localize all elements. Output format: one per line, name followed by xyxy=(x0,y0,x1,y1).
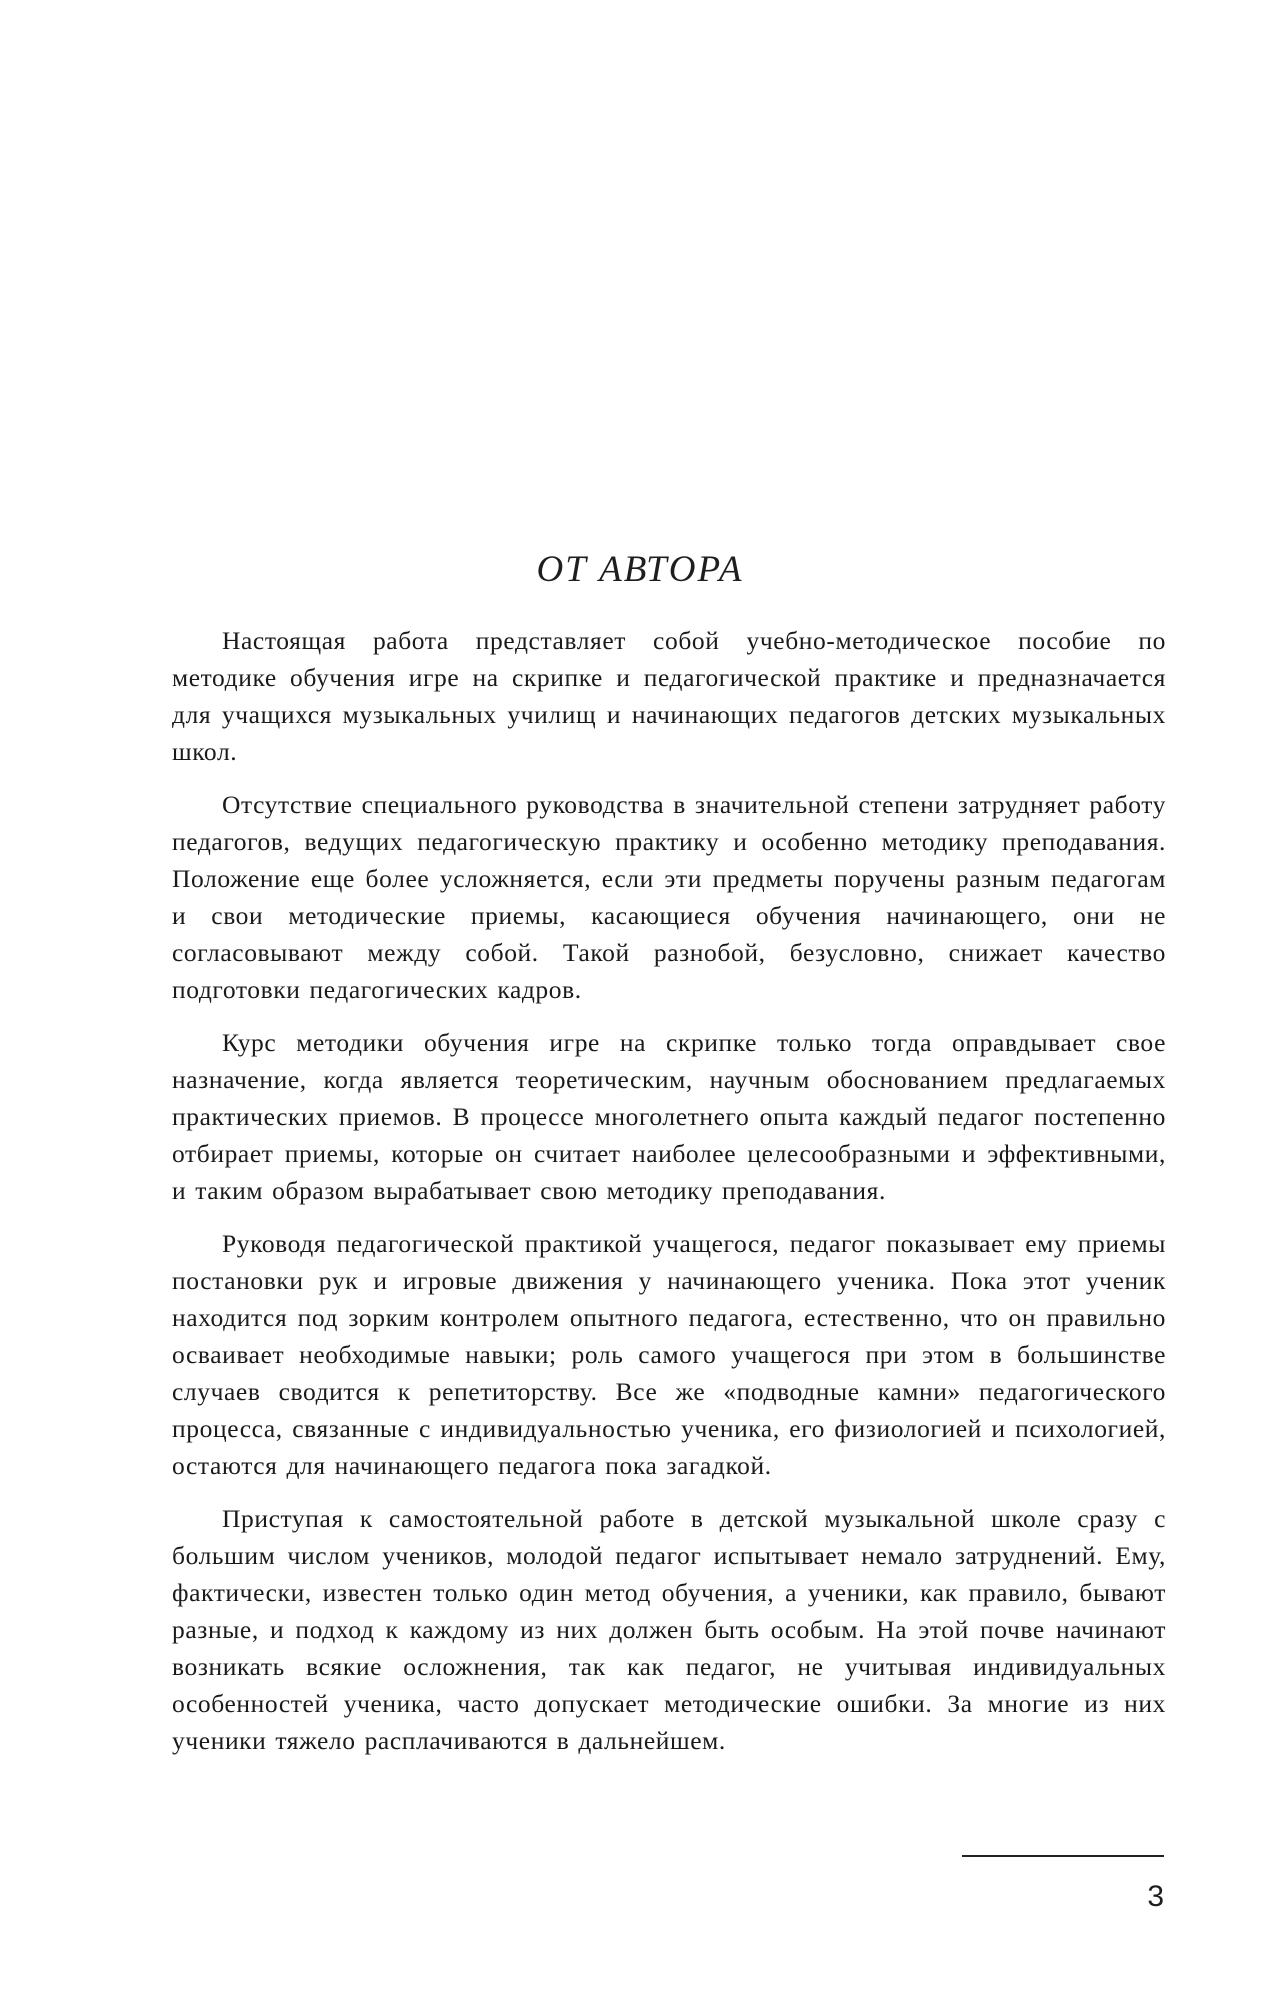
body-text xyxy=(172,622,1166,1775)
footer-rule xyxy=(962,1855,1164,1857)
paragraph-5: Приступая к самостоятельной работе в детской музыкальной школе сразу с большим числом учеников, молодой педагог испытывает немало затруднений. Ему, фактически, известен только один метод обучения, а ученики, как правило, бывают разные, и подход к каждому из них должен быть особым. На этой почве начинают возникать всякие осложнения, так как педагог, не учитывая индивидуальных особенностей ученика, часто допускает методические ошибки. За многие из них ученики тяжело расплачиваются в дальнейшем. xyxy=(172,1504,1166,1755)
paragraph-1: Настоящая работа представляет собой учебно-методическое пособие по методике обучения игре на скрипке и педагогической практике и предназначается для учащихся музыкальных училищ и начинающих педагогов детских музыкальных школ. xyxy=(172,626,1166,766)
paragraph-2: Отсутствие специального руководства в значительной степени затрудняет работу педагогов, ведущих педагогическую практику и особенно методику преподавания. Положение еще более усложняется, если эти предметы поручены разным педагогам и свои методические приемы, касающиеся обучения начинающего, они не согласовывают между собой. Такой разнобой, безусловно, снижает качество подготовки педагогических кадров. xyxy=(172,790,1166,1004)
page-number: 3 xyxy=(1147,1880,1164,1913)
paragraph-4: Руководя педагогической практикой учащегося, педагог показывает ему приемы постановки рук и игровые движения у начинающего ученика. Пока этот ученик находится под зорким контролем опытного педагога, естественно, что он правильно осваивает необходимые навыки; роль самого учащегося при этом в большинстве случаев сводится к репетиторству. Все же «подводные камни» педагогического процесса, связанные с индивидуальностью ученика, его физиологией и психологией, остаются для начинающего педагога пока загадкой. xyxy=(172,1229,1166,1480)
paragraph-3: Курс методики обучения игре на скрипке только тогда оправдывает свое назначение, когда является теоретическим, научным обоснованием предлагаемых практических приемов. В процессе многолетнего опыта каждый педагог постепенно отбирает приемы, которые он считает наиболее целесообразными и эффективными, и таким образом вырабатывает свою методику преподавания. xyxy=(172,1028,1166,1205)
page-title: ОТ АВТОРА xyxy=(536,549,744,590)
